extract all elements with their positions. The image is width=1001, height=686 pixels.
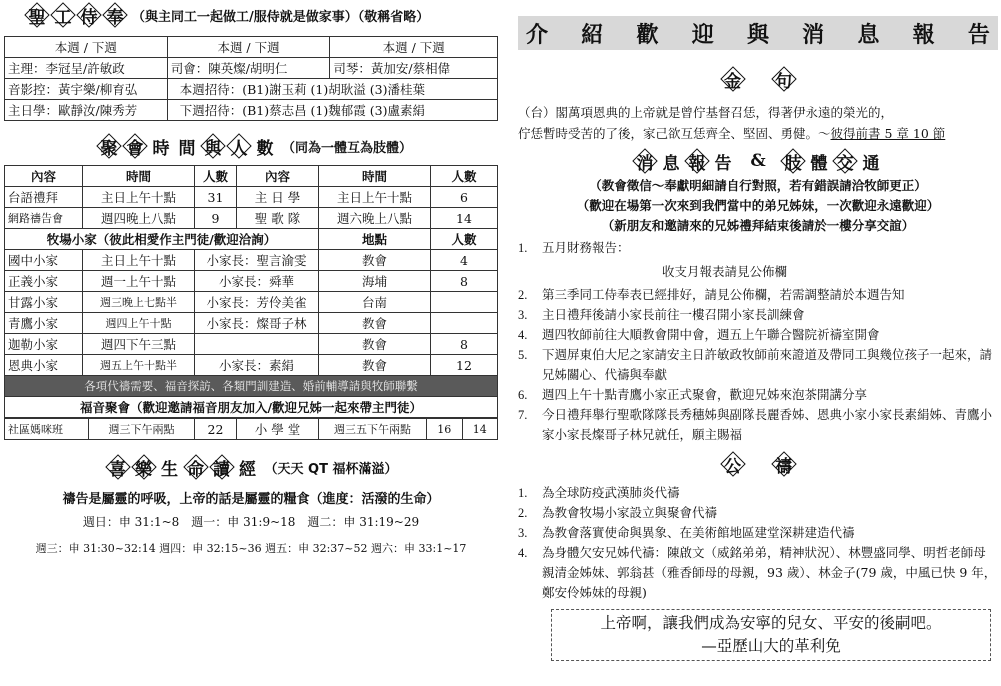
verse-heading: 金 句	[518, 64, 998, 94]
table-row: 社區媽咪班 週三下午兩點 22 小 學 堂 週三五下午兩點 16 14	[5, 419, 498, 440]
gathering-table: 內容 時間 人數 內容 時間 人數 台語禮拜 主日上午十點 31 主 日 學 主日上午十點 6 網路禱告會 週四晚上八點 9 聖 歌 隊 週六晚上八點 14 牧場小家（彼此相愛作主門徒/歡迎洽詢） 地點 人數 國中小家 主日上午十點 小家長：聖言渝雯 教會 4 正義小家 週一上午十點 小家長：舜華 海埔 8 甘露小家 週三晚上七點半 小家長：芳伶美雀 台南 青鷹小家 週四上午十點 小家長：燦哥子林 教會 迦勒小家 週四下午三點 教會 8 恩典小家 週五上午十點半 小家長：素絹 教會 12 各項代禱需要、福音探訪、各類門訓建造、婚前輔導請與牧師聯繫 福音聚會（歡迎邀請福音朋友加入/歡迎兄姊一起來帶主門徒）	[4, 165, 498, 418]
table-row: 正義小家 週一上午十點 小家長：舜華 海埔 8	[5, 271, 498, 292]
news-heading: 消 息 報 告 & 肢 體 交 通	[518, 146, 998, 176]
reading-heading: 喜 樂 生 命 讀 經 （天天 QT 福杯滿溢）	[4, 452, 498, 482]
reading-schedule-1: 週日：申 31:1~8 週一：申 31:9~18 週二：申 31:19~29	[82, 515, 420, 529]
list-item: 5. 下週屏東伯大尼之家請安主日許敏政牧師前來證道及帶同工與幾位孩子一起來，請兄姊關心、代禱與奉獻	[518, 347, 993, 382]
left-column	[4, 0, 498, 556]
service-heading: 聖 工 侍 奉 （與主同工一起做工/服侍就是做家事）（敬稱省略）	[4, 0, 498, 30]
list-item: 1. 五月財務報告：	[518, 240, 630, 255]
news-intro-2: （歡迎在場第一次來到我們當中的弟兄姊妹，一次歡迎永遠歡迎）	[576, 198, 940, 213]
news-intro-1: （教會徵信～奉獻明細請自行對照，若有錯誤請洽牧師更正）	[589, 178, 927, 193]
list-item: 4. 為身體欠安兄姊代禱：陳啟文（威銘弟弟，精神狀況）、林豐盛同學、明哲老師母親清金姊妹、郭翁甚（雅香師母的母親，93 歲）、林金子(79 歲，中風已快 9 年，鄭安伶姊妹的母親)	[518, 545, 997, 600]
list-item: 4. 週四牧師前往大順教會開中會，週五上午聯合醫院祈禱室開會	[518, 327, 880, 342]
table-row: 網路禱告會 週四晚上八點 9 聖 歌 隊 週六晚上八點 14	[5, 208, 498, 229]
prayer-list	[518, 483, 998, 603]
closing-verse-box: 上帝啊，讓我們成為安寧的兒女、平安的後嗣吧。 —亞歷山大的革利免	[551, 609, 991, 661]
gospel-table	[4, 418, 498, 440]
service-subtitle: （與主同工一起做工/服侍就是做家事）（敬稱省略）	[132, 9, 430, 25]
contact-notice: 各項代禱需要、福音探訪、各類門訓建造、婚前輔導請與牧師聯繫	[5, 376, 498, 397]
right-column	[518, 0, 998, 661]
verse-line-1: （台）閣萬項恩典的上帝就是曾佇基督召恁，得著伊永遠的榮光的，	[518, 105, 894, 120]
prayer-heading: 公 禱	[518, 449, 998, 479]
table-row: 國中小家 主日上午十點 小家長：聖言渝雯 教會 4	[5, 250, 498, 271]
list-item: 3. 主日禮拜後請小家長前往一樓召開小家長訓練會	[518, 307, 805, 322]
service-table: 本週 / 下週 本週 / 下週 本週 / 下週 主理：李冠呈/許敏政 司會：陳英燦/胡明仁 司琴：黃加安/蔡相偉 音影控：黃宇樂/柳育弘 本週招待：(B1)謝玉莉 (1)胡耿溢 (3)潘桂葉 主日學：歐靜汝/陳秀芳 下週招待：(B1)蔡志昌 (1)魏郁霞 (3)盧素絹	[4, 36, 498, 121]
announcement-banner: 介 紹 歡 迎 與 消 息 報 告	[518, 16, 998, 50]
list-item: 2. 為教會牧場小家設立與聚會代禱	[518, 505, 718, 520]
reading-schedule-2: 週三：申 31:30~32:14 週四：申 32:15~36 週五：申 32:37~52 週六：申 33:1~17	[35, 542, 467, 555]
table-row: 恩典小家 週五上午十點半 小家長：素絹 教會 12	[5, 355, 498, 376]
table-row: 青鷹小家 週四上午十點 小家長：燦哥子林 教會	[5, 313, 498, 334]
news-list	[518, 238, 998, 445]
table-row: 甘露小家 週三晚上七點半 小家長：芳伶美雀 台南	[5, 292, 498, 313]
list-item: 6. 週四上午十點青鷹小家正式聚會，歡迎兄姊來泡茶開講分享	[518, 387, 868, 402]
list-item: 收支月報表請見公佈欄	[662, 264, 788, 279]
verse-line-2: 佇恁暫時受苦的了後，家己欲互恁齊全、堅固、勇健。～彼得前書 5 章 10 節	[518, 126, 946, 141]
table-row: 台語禮拜 主日上午十點 31 主 日 學 主日上午十點 6	[5, 187, 498, 208]
reading-headline: 禱告是屬靈的呼吸，上帝的話是屬靈的糧食（進度：活潑的生命）	[62, 492, 440, 507]
verse-reference: 彼得前書 5 章 10 節	[830, 126, 946, 141]
list-item: 1. 為全球防疫武漢肺炎代禱	[518, 485, 680, 500]
gathering-heading: 聚 會 時 間 與 人 數 （同為一體互為肢體）	[4, 131, 498, 161]
news-intro-3: （新朋友和邀請來的兄姊禮拜結束後請於一樓分享交誼）	[601, 218, 915, 233]
list-item: 3. 為教會落實使命與異象、在美術館地區建堂深耕建造代禱	[518, 525, 855, 540]
list-item: 7. 今日禮拜舉行聖歌隊隊長秀穗姊與副隊長麗香姊、恩典小家小家長素絹姊、青鷹小家小家長燦哥子林兄就任，願主賜福	[518, 407, 993, 442]
list-item: 2. 第三季同工侍奉表已經排好，請見公佈欄，若需調整請於本週告知	[518, 287, 905, 302]
table-row: 迦勒小家 週四下午三點 教會 8	[5, 334, 498, 355]
